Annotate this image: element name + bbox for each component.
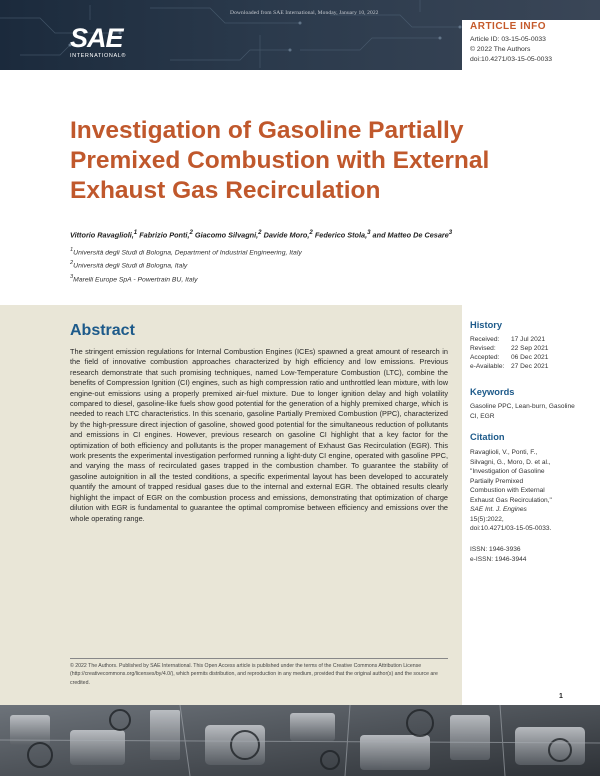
history-row xyxy=(470,336,546,343)
citation-volume: 15(5):2022, xyxy=(470,515,504,523)
issn: ISSN: 1946-3936 xyxy=(470,546,521,553)
license-text: © 2022 The Authors. Published by SAE International. This Open Access article is published under the terms of the Creative Commons Attribution License (http://creativecommons.org/licenses/by/4.0/), which permits distribution, and reproduction in any medium, provided that the original author(s) and the source are credited. xyxy=(70,663,438,686)
citation-line: Partially Premixed xyxy=(470,477,524,485)
author-sup: 2 xyxy=(309,229,313,236)
author-list xyxy=(70,229,540,239)
license-divider xyxy=(70,658,448,659)
eissn: e-ISSN: 1946-3944 xyxy=(470,555,527,563)
history-value: 06 Dec 2021 xyxy=(511,354,549,361)
article-info-lines xyxy=(470,35,552,65)
citation-line: Exhaust Gas Recirculation," xyxy=(470,496,552,504)
author-sup: 2 xyxy=(189,229,193,236)
citation-line: Ravaglioli, V., Ponti, F., xyxy=(470,449,538,456)
citation-heading: Citation xyxy=(470,432,505,442)
citation-text xyxy=(470,448,595,534)
title-line: Exhaust Gas Recirculation xyxy=(70,177,381,204)
author-name: Fabrizio Ponti, xyxy=(137,230,190,240)
author-name: Giacomo Silvagni, xyxy=(192,230,259,240)
issn-block xyxy=(470,545,595,564)
history-value: 17 Jul 2021 xyxy=(511,336,546,343)
citation-line: "Investigation of Gasoline xyxy=(470,468,545,475)
affiliation-sup: 1 xyxy=(70,247,74,253)
history-value: 22 Sep 2021 xyxy=(511,345,549,352)
citation-doi: doi:10.4271/03-15-05-0033. xyxy=(470,525,552,532)
history-row xyxy=(470,354,549,361)
logo-text: SAE xyxy=(70,23,123,53)
affiliation xyxy=(70,258,302,271)
author-sup: 2 xyxy=(258,229,262,236)
logo-subtext: INTERNATIONAL® xyxy=(70,53,127,59)
history-label: e-Available: xyxy=(470,363,505,370)
affiliation-text: Università degli Studi di Bologna, Italy xyxy=(73,262,188,270)
affiliation xyxy=(70,245,302,258)
article-doi: doi:10.4271/03-15-05-0033 xyxy=(470,56,553,63)
affiliation xyxy=(70,272,302,285)
download-note: Downloaded from SAE International, Monday, January 10, 2022 xyxy=(230,10,379,16)
history-label: Revised: xyxy=(470,345,496,352)
title-line: Investigation of Gasoline Partially xyxy=(70,117,464,144)
history-label: Received: xyxy=(470,336,500,343)
title-line: Premixed Combustion with External xyxy=(70,147,490,174)
engine-photo-strip xyxy=(0,705,600,776)
keywords-heading: Keywords xyxy=(470,387,515,397)
affiliation-list xyxy=(70,245,302,285)
affiliation-sup: 3 xyxy=(70,273,74,280)
history-row xyxy=(470,363,549,370)
abstract-heading: Abstract xyxy=(70,322,135,339)
history-heading: History xyxy=(470,320,503,330)
history-row xyxy=(470,345,549,352)
article-id: Article ID: 03-15-05-0033 xyxy=(470,36,546,43)
abstract-text: The stringent emission regulations for Internal Combustion Engines (ICEs) spawned a great amount of research in the field of innovative combustion approaches characterized by high efficiency and low emissions. Previous research demonstrate that such promising techniques, named Low-Temperature Combustion (LTC), combine the benefits of Compression Ignition (CI) engines, such as high compression ratio and unthrottled lean mixture, with low engine-out emissions using a properly premixed air-fuel mixture. Due to longer ignition delay and high volatility compared to diesel, gasoline-like fuels show good potential for the generation of a highly premixed charge, which is needed to reach LTC characteristics. In this scenario, gasoline Partially Premixed Combustion (PPC), characterized by the high-pressure direct injection of gasoline, showed good potential for the simultaneous reduction of pollutants and emissions in CI engines. However, previous research on gasoline CI highlight that a key factor for the optimization of both efficiency and pollutants is the proper management of Exhaust Gas Recirculation (EGR). This work presents the experimental investigation performed running a light-duty CI engine, operated with gasoline PPC, and varying the mass of recirculated gases trapped in the combustion chamber. To guarantee the stability of gasoline autoignition in all the tested conditions, a specific experimental layout has been developed to accurately quantify the amount of trapped residual gases due to the internal and external EGR. The obtained results clearly highlight the impact of EGR on the combustion process and emissions, demonstrating that optimization of charge dilution with EGR is fundamental to guarantee the optimal compromise between efficiency and emissions over the whole operating range. xyxy=(70,347,448,523)
keywords-text: Gasoline PPC, Lean-burn, Gasoline CI, EGR xyxy=(470,403,575,420)
citation-journal: SAE Int. J. Engines xyxy=(470,506,527,513)
author-sup: 1 xyxy=(133,229,138,236)
author-name: Federico Stola, xyxy=(312,230,368,240)
author-name: Davide Moro, xyxy=(261,230,310,240)
affiliation-text: Università degli Studi di Bologna, Department of Industrial Engineering, Italy xyxy=(73,249,302,257)
article-info-title: ARTICLE INFO xyxy=(470,21,546,32)
author-name: Vittorio Ravaglioli, xyxy=(70,230,134,240)
page-number: 1 xyxy=(559,693,563,700)
author-name: and Matteo De Cesare xyxy=(370,230,449,240)
author-sup: 3 xyxy=(367,229,371,236)
affiliation-text: Marelli Europe SpA - Powertrain BU, Italy xyxy=(73,275,198,283)
history-value: 27 Dec 2021 xyxy=(511,363,549,370)
citation-line: Silvagni, G., Moro, D. et al., xyxy=(470,458,551,466)
author-sup: 3 xyxy=(448,229,453,236)
affiliation-sup: 2 xyxy=(70,260,74,267)
sae-logo xyxy=(70,24,140,64)
paper-title xyxy=(70,116,550,206)
history-label: Accepted: xyxy=(470,354,500,361)
article-copyright: © 2022 The Authors xyxy=(470,46,531,53)
citation-line: Combustion with External xyxy=(470,487,545,494)
